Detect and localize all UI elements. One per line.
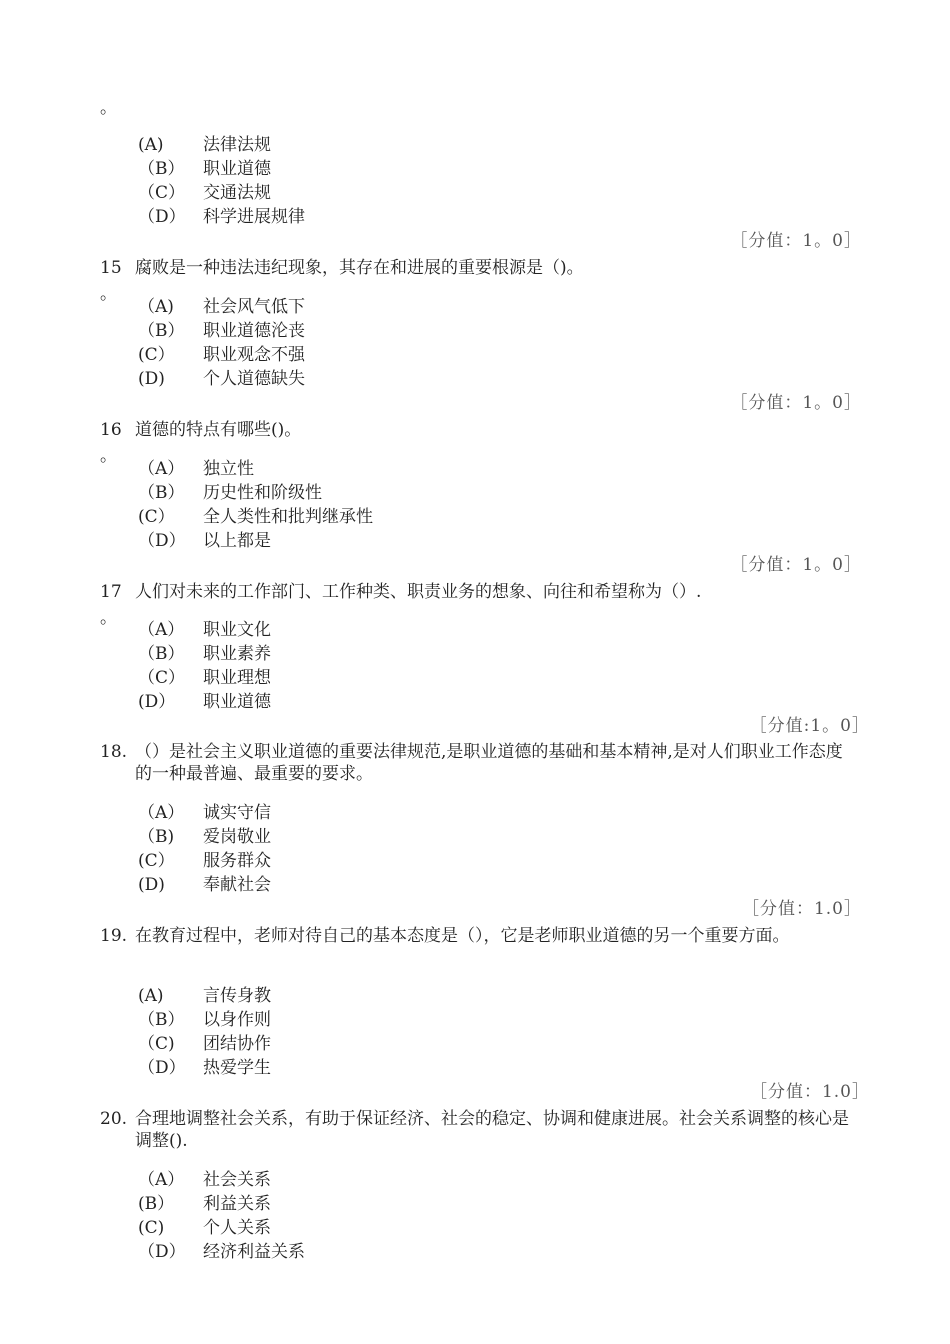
option-label: （D） (138, 531, 186, 551)
question-number: 20. (100, 1109, 128, 1129)
option-text: 爱岗敬业 (203, 827, 271, 847)
question-text: 人们对未来的工作部门、工作种类、职责业务的想象、向往和希望称为（）. (135, 582, 702, 602)
option-label: (A) (138, 986, 164, 1006)
score-label: ［分值：1.0］ (749, 1082, 870, 1102)
option-label: （D） (138, 1242, 186, 1262)
option-label: (D) (138, 875, 165, 895)
option-label: （C） (138, 183, 186, 203)
option-text: 以上都是 (203, 531, 271, 551)
option-text: 历史性和阶级性 (203, 483, 322, 503)
option-label: （B） (138, 483, 185, 503)
option-label: (C） (138, 851, 175, 871)
score-label: ［分值：1。0］ (730, 555, 862, 575)
score-label: ［分值:1。0］ (749, 716, 870, 736)
question-text: 腐败是一种违法违纪现象，其存在和进展的重要根源是（)。 (135, 258, 584, 278)
option-text: 服务群众 (203, 851, 271, 871)
option-label: (D) (138, 369, 165, 389)
option-text: 个人关系 (203, 1218, 271, 1238)
option-text: 职业道德 (203, 692, 271, 712)
question-number: 16 (100, 420, 122, 440)
question-mark: 。 (100, 608, 117, 628)
option-label: （A） (138, 459, 185, 479)
page-continuation-mark: 。 (100, 98, 117, 118)
option-text: 法律法规 (203, 135, 271, 155)
question-number: 15 (100, 258, 122, 278)
score-label: ［分值：1.0］ (741, 899, 862, 919)
option-label: （A) (138, 297, 174, 317)
option-label: （D） (138, 207, 186, 227)
option-label: （C) (138, 1034, 175, 1054)
option-text: 职业素养 (203, 644, 271, 664)
option-text: 经济利益关系 (203, 1242, 305, 1262)
option-text: 个人道德缺失 (203, 369, 305, 389)
option-label: （B） (138, 644, 185, 664)
option-text: 职业观念不强 (203, 345, 305, 365)
option-label: （B） (138, 321, 185, 341)
option-text: 团结协作 (203, 1034, 271, 1054)
option-text: 社会风气低下 (203, 297, 305, 317)
question-text: （）是社会主义职业道德的重要法律规范,是职业道德的基础和基本精神,是对人们职业工作态度的一种最普遍、最重要的要求。 (135, 742, 843, 784)
option-text: 职业道德 (203, 159, 271, 179)
option-label: （A） (138, 803, 185, 823)
option-label: （A） (138, 620, 185, 640)
option-text: 科学进展规律 (203, 207, 305, 227)
option-label: (D） (138, 692, 176, 712)
option-text: 诚实守信 (203, 803, 271, 823)
question-number: 19. (100, 926, 128, 946)
option-text: 职业文化 (203, 620, 271, 640)
option-label: （A） (138, 1170, 185, 1190)
question-mark: 。 (100, 284, 117, 304)
option-text: 以身作则 (203, 1010, 271, 1030)
option-label: (C） (138, 345, 175, 365)
option-text: 社会关系 (203, 1170, 271, 1190)
option-text: 交通法规 (203, 183, 271, 203)
option-label: （C） (138, 668, 186, 688)
option-text: 全人类性和批判继承性 (203, 507, 373, 527)
question-number: 17 (100, 582, 122, 602)
score-label: ［分值：1。0］ (730, 231, 862, 251)
option-label: （D） (138, 1058, 186, 1078)
option-text: 职业道德沦丧 (203, 321, 305, 341)
option-label: (C) (138, 1218, 165, 1238)
option-text: 职业理想 (203, 668, 271, 688)
question-text: 在教育过程中，老师对待自己的基本态度是（），它是老师职业道德的另一个重要方面。 (135, 926, 790, 946)
option-text: 奉献社会 (203, 875, 271, 895)
option-text: 言传身教 (203, 986, 271, 1006)
question-text: 道德的特点有哪些()。 (135, 420, 302, 440)
option-label: (C） (138, 507, 175, 527)
question-number: 18. (100, 742, 128, 762)
option-text: 独立性 (203, 459, 254, 479)
score-label: ［分值：1。0］ (730, 393, 862, 413)
option-label: (B） (138, 1194, 175, 1214)
question-text: 合理地调整社会关系，有助于保证经济、社会的稳定、协调和健康进展。社会关系调整的核心是调整(). (135, 1109, 849, 1151)
option-label: （B） (138, 159, 185, 179)
option-text: 利益关系 (203, 1194, 271, 1214)
question-mark: 。 (100, 446, 117, 466)
option-label: （B） (138, 1010, 185, 1030)
option-text: 热爱学生 (203, 1058, 271, 1078)
option-label: (A) (138, 135, 164, 155)
option-label: （B) (138, 827, 175, 847)
